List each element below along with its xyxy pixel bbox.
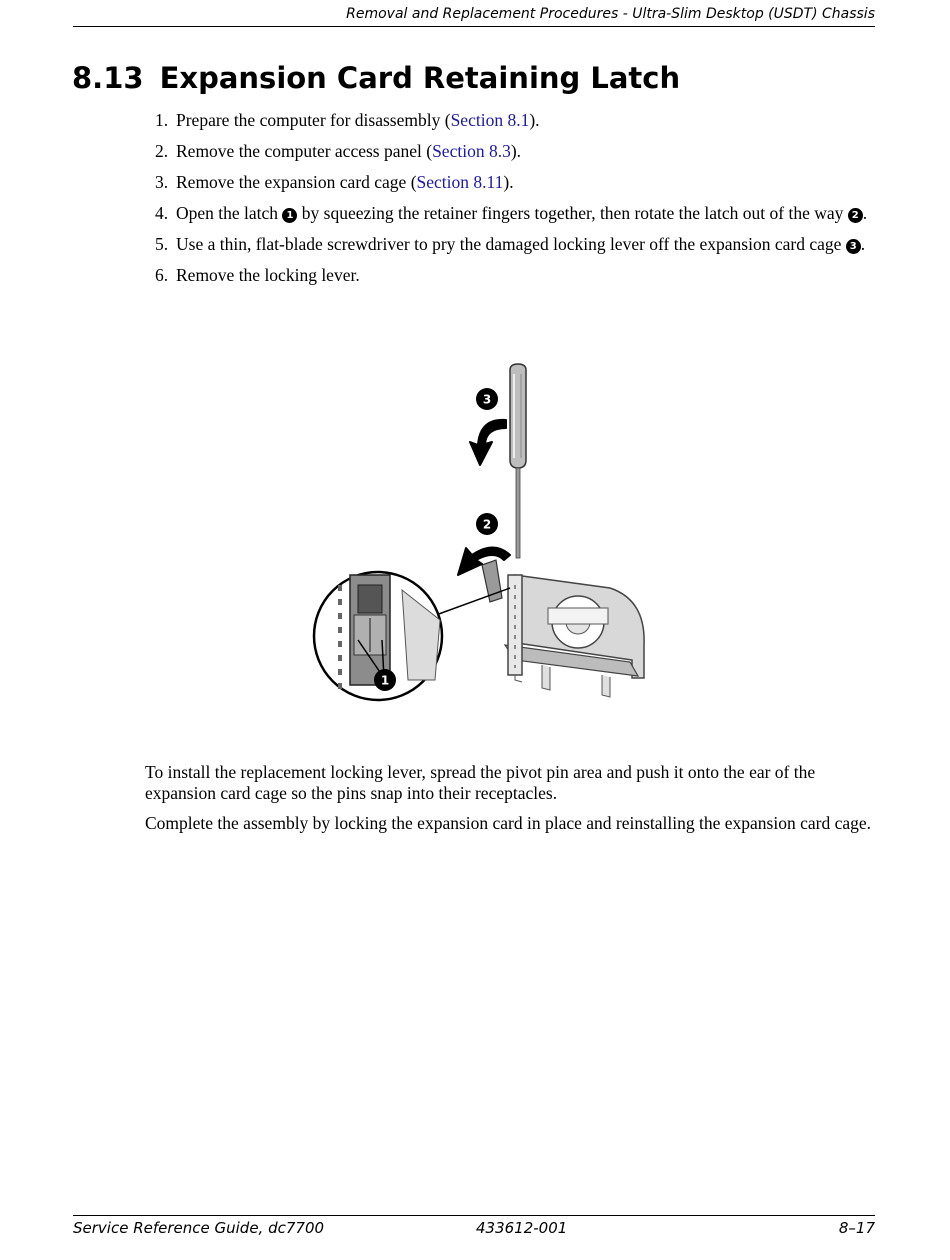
step-text: Open the latch xyxy=(176,203,283,223)
page-footer xyxy=(73,1215,875,1246)
callout-3-icon: 3 xyxy=(846,239,861,254)
procedure-steps xyxy=(145,110,875,296)
step-text: by squeezing the retainer fingers together, then rotate the latch out of the way xyxy=(297,203,848,223)
step-text: Remove the computer access panel ( xyxy=(176,141,433,161)
callout-2-label: 2 xyxy=(482,517,492,532)
step-text: Remove the expansion card cage ( xyxy=(176,172,417,192)
step-4 xyxy=(145,203,875,224)
latch-removal-figure xyxy=(310,360,650,710)
section-8-11-link[interactable]: Section 8.11 xyxy=(416,172,504,192)
section-title: Expansion Card Retaining Latch xyxy=(159,61,681,95)
footer-guide-title: Service Reference Guide, dc7700 xyxy=(73,1219,325,1237)
step-text-end: ). xyxy=(503,172,514,192)
figure-callout-1 xyxy=(374,669,396,691)
step-text: Use a thin, flat-blade screwdriver to pry the damaged locking lever off the expansion card cage xyxy=(176,234,846,254)
footer-page-number: 8–17 xyxy=(838,1219,875,1237)
footer-part-number: 433612-001 xyxy=(476,1219,568,1237)
step-number: 4. xyxy=(155,203,169,223)
step-5 xyxy=(145,234,875,255)
step-number: 5. xyxy=(155,234,169,254)
step-text-end: ). xyxy=(529,110,540,130)
step-text: Remove the locking lever. xyxy=(176,265,360,285)
figure-callout-2 xyxy=(476,513,498,535)
running-header: Removal and Replacement Procedures - Ultra-Slim Desktop (USDT) Chassis xyxy=(73,4,875,27)
section-8-1-link[interactable]: Section 8.1 xyxy=(450,110,530,130)
install-paragraph: To install the replacement locking lever, spread the pivot pin area and push it onto the ear of the expansion card cage so the pins snap into their receptacles. xyxy=(145,762,816,803)
section-number: 8.13 xyxy=(72,61,144,95)
section-8-3-link[interactable]: Section 8.3 xyxy=(432,141,511,161)
callout-2-icon: 2 xyxy=(848,208,863,223)
step-6 xyxy=(145,265,875,286)
step-1 xyxy=(145,110,875,131)
callout-1-icon: 1 xyxy=(282,208,297,223)
leader-line xyxy=(436,588,510,615)
step-number: 2. xyxy=(155,141,169,161)
step-2 xyxy=(145,141,875,162)
pry-arrow-icon xyxy=(470,420,506,465)
step-text-end: ). xyxy=(510,141,522,161)
step-text-end: . xyxy=(862,203,868,223)
complete-paragraph: Complete the assembly by locking the expansion card in place and reinstalling the expansion card cage. xyxy=(145,813,872,833)
latch-illustration xyxy=(310,360,650,710)
callout-3-label: 3 xyxy=(482,392,492,407)
expansion-card-cage xyxy=(482,560,644,697)
screwdriver-icon xyxy=(510,364,526,558)
callout-1-label: 1 xyxy=(380,673,390,688)
step-number: 3. xyxy=(155,172,169,192)
figure-callout-3 xyxy=(476,388,498,410)
step-number: 6. xyxy=(155,265,169,285)
step-number: 1. xyxy=(155,110,169,130)
step-text-end: . xyxy=(860,234,866,254)
section-heading xyxy=(72,58,680,98)
step-3 xyxy=(145,172,875,193)
step-text: Prepare the computer for disassembly ( xyxy=(176,110,451,130)
